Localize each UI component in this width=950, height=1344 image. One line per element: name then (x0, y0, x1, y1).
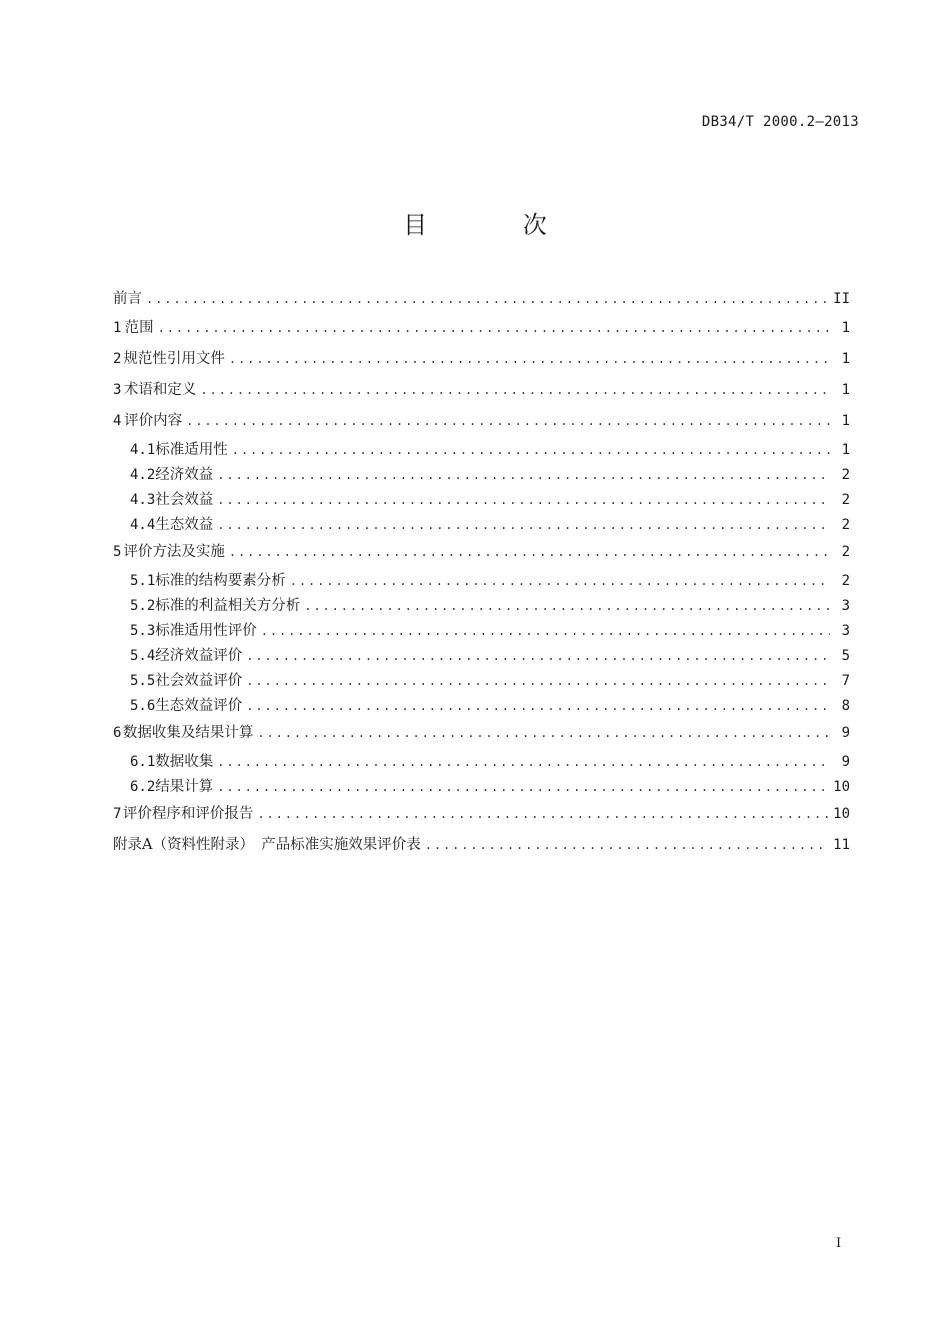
toc-entry-page: 7 (841, 673, 850, 689)
toc-entry-title: 评价方法及实施 (123, 544, 225, 560)
toc-entry-title: 社会效益 (155, 492, 214, 508)
toc-entry-number: 2 (113, 351, 122, 367)
toc-entry-page: 2 (841, 517, 850, 533)
dot-leader (200, 380, 830, 400)
dot-leader (217, 515, 830, 535)
toc-entry-title: 生态效益评价 (155, 698, 243, 714)
toc-subentry[interactable] (113, 596, 850, 621)
dot-leader (257, 723, 830, 743)
toc-entry-title: 数据收集及结果计算 (122, 725, 254, 741)
toc-entry-title: 标准的利益相关方分析 (155, 598, 301, 614)
dot-leader (425, 835, 829, 855)
dot-leader (304, 596, 830, 616)
dot-leader (246, 646, 830, 666)
toc-title: 目 次 (403, 211, 591, 239)
toc-entry-page: II (833, 291, 850, 307)
toc-entry-page: 1 (841, 351, 850, 367)
toc-entry-title: 标准的结构要素分析 (155, 573, 286, 589)
toc-entry-number: 1 (113, 320, 122, 336)
toc-entry[interactable] (113, 316, 850, 347)
dot-leader (186, 411, 830, 431)
toc-subentry[interactable] (113, 515, 850, 540)
dot-leader (229, 542, 830, 562)
toc-subentry[interactable] (113, 571, 850, 596)
toc-entry-number: 5.2 (130, 598, 156, 614)
toc-entry-page: 1 (841, 442, 850, 458)
toc-entry-number: 4 (113, 413, 122, 429)
toc-subentry[interactable] (113, 696, 850, 721)
toc-entry-title: 社会效益评价 (155, 673, 243, 689)
dot-leader (217, 777, 829, 797)
toc-entry[interactable] (113, 378, 850, 409)
toc-entry-number: 5.6 (130, 698, 156, 714)
toc-subentry[interactable] (113, 777, 850, 802)
toc-entry-number: 4.2 (130, 467, 156, 483)
dot-leader (257, 804, 829, 824)
toc-entry-title: 规范性引用文件 (123, 351, 225, 367)
toc-entry-number: 6.2 (130, 779, 156, 795)
dot-leader (217, 465, 830, 485)
dot-leader (217, 752, 830, 772)
dot-leader (246, 696, 830, 716)
document-code: DB34/T 2000.2—2013 (701, 114, 859, 130)
toc-entry-title: 术语和定义 (123, 382, 197, 398)
toc-entry-title: 结果计算 (155, 779, 214, 795)
toc-entry[interactable] (113, 409, 850, 440)
toc-subentry[interactable] (113, 490, 850, 515)
toc-entry-page: 2 (841, 467, 850, 483)
toc-entry-title: 评价内容 (124, 413, 183, 429)
toc-entry-number: 4.1 (130, 442, 156, 458)
toc-entry-title: 数据收集 (155, 754, 214, 770)
dot-leader (261, 621, 830, 641)
toc-entry-page: 2 (841, 492, 850, 508)
dot-leader (158, 318, 830, 338)
toc-entry-page: 8 (841, 698, 850, 714)
dot-leader (232, 440, 830, 460)
toc-entry-title: 附录A（资料性附录） 产品标准实施效果评价表 (113, 837, 421, 853)
toc-entry-number: 5.4 (130, 648, 156, 664)
toc-entry-page: 2 (841, 573, 850, 589)
toc-entry-page: 1 (841, 413, 850, 429)
toc-entry[interactable] (113, 540, 850, 571)
toc-entry-number: 5 (113, 544, 122, 560)
toc-subentry[interactable] (113, 646, 850, 671)
toc-entry-title: 生态效益 (155, 517, 214, 533)
toc-entry-number: 5.1 (130, 573, 156, 589)
toc-entry-title: 经济效益 (155, 467, 214, 483)
toc-entry-title: 范围 (124, 320, 154, 336)
toc-entry-page: 2 (841, 544, 850, 560)
toc-entry[interactable] (113, 802, 850, 833)
page-number: I (836, 1236, 842, 1251)
toc-entry-title: 前言 (113, 291, 142, 307)
toc-entry-page: 10 (833, 779, 850, 795)
dot-leader (290, 571, 830, 591)
toc-entry-page: 1 (841, 382, 850, 398)
toc-entry-number: 7 (113, 806, 122, 822)
toc-entry-title: 评价程序和评价报告 (122, 806, 254, 822)
toc-entry-page: 9 (841, 754, 850, 770)
toc-entry-page: 5 (841, 648, 850, 664)
toc-subentry[interactable] (113, 671, 850, 696)
toc-entry[interactable] (113, 833, 850, 864)
toc-entry[interactable] (113, 721, 850, 752)
toc-subentry[interactable] (113, 440, 850, 465)
toc-entry-number: 3 (113, 382, 122, 398)
dot-leader (246, 671, 830, 691)
toc-entry-number: 6 (113, 725, 122, 741)
toc-entry-page: 10 (833, 806, 850, 822)
toc-subentry[interactable] (113, 621, 850, 646)
toc-entry-number: 6.1 (130, 754, 156, 770)
toc-entry-page: 11 (833, 837, 850, 853)
table-of-contents (113, 287, 850, 864)
toc-entry-number: 4.4 (130, 517, 156, 533)
toc-entry[interactable] (113, 287, 850, 316)
toc-entry-number: 4.3 (130, 492, 156, 508)
toc-entry-page: 3 (841, 623, 850, 639)
toc-subentry[interactable] (113, 465, 850, 490)
dot-leader (229, 349, 830, 369)
toc-entry-title: 标准适用性 (155, 442, 228, 458)
toc-entry[interactable] (113, 347, 850, 378)
toc-entry-page: 1 (841, 320, 850, 336)
dot-leader (146, 289, 829, 309)
toc-entry-page: 3 (841, 598, 850, 614)
toc-entry-page: 9 (841, 725, 850, 741)
toc-entry-title: 经济效益评价 (155, 648, 243, 664)
dot-leader (217, 490, 830, 510)
toc-entry-number: 5.5 (130, 673, 156, 689)
toc-subentry[interactable] (113, 752, 850, 777)
toc-entry-number: 5.3 (130, 623, 156, 639)
toc-entry-title: 标准适用性评价 (155, 623, 257, 639)
